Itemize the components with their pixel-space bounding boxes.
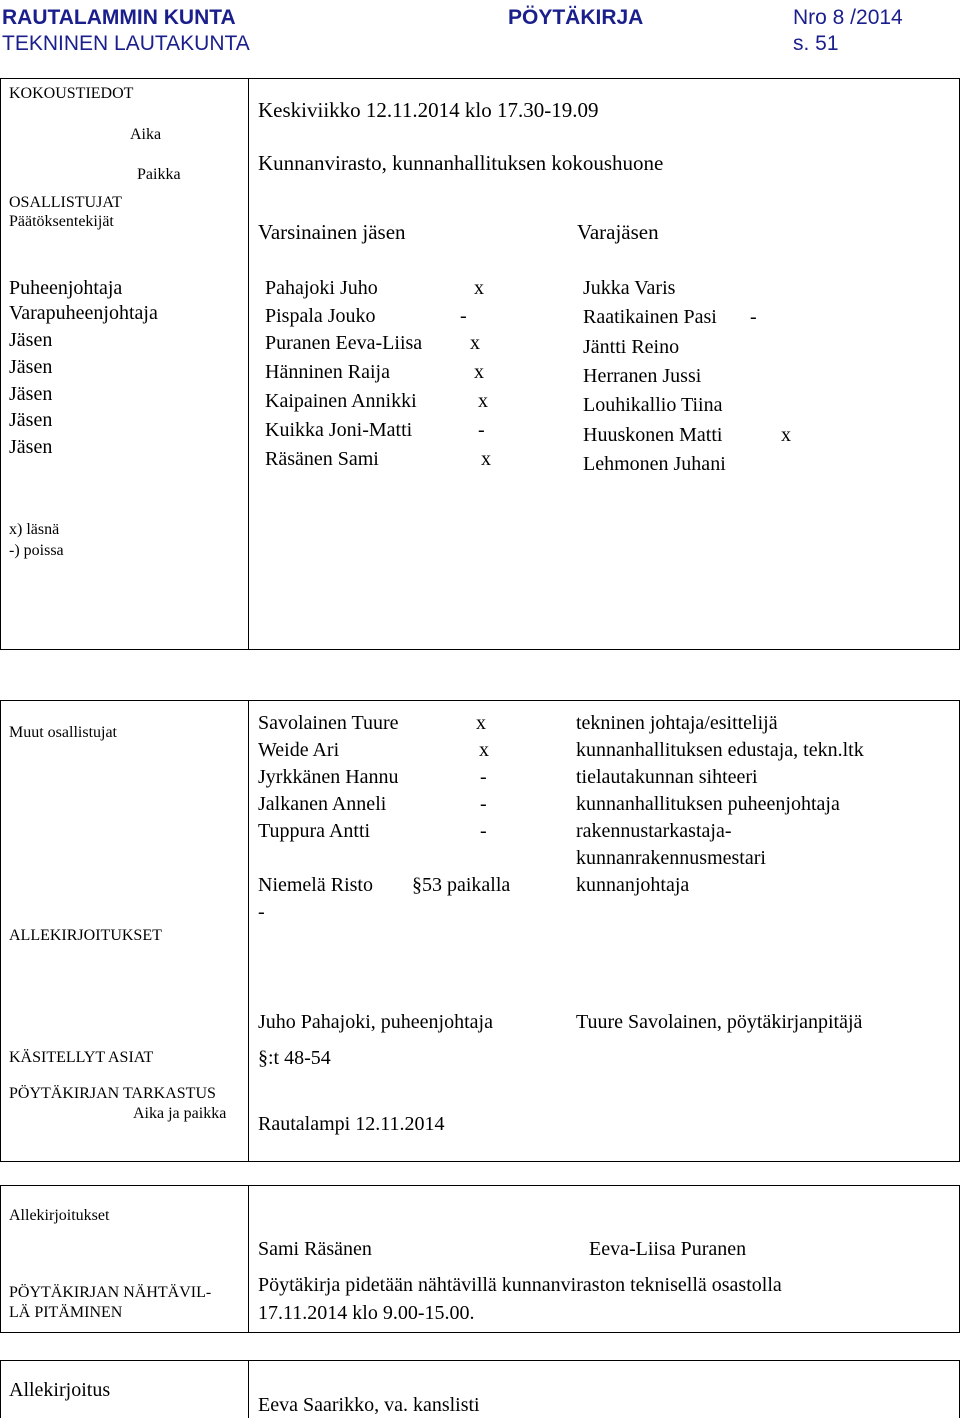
other-participants-label: Muut osallistujat (9, 724, 117, 741)
member-column-header: Varsinainen jäsen (258, 220, 406, 244)
member-name: Räsänen Sami (265, 448, 379, 470)
deputy-attendance-mark: x (781, 424, 791, 446)
chair-signature: Juho Pahajoki, puheenjohtaja (258, 1011, 493, 1033)
extra-participant-note (412, 875, 510, 895)
meeting-section-label: KOKOUSTIEDOT (9, 85, 134, 102)
time-label: Aika (130, 126, 162, 143)
member-name: Kaipainen Annikki (265, 390, 417, 412)
display-label-line-2: LÄ PITÄMINEN (9, 1304, 123, 1321)
attendance-mark: - (480, 820, 487, 842)
page-number: s. 51 (793, 32, 839, 55)
role-label: Jäsen (9, 436, 53, 458)
member-attendance-mark: x (478, 390, 488, 412)
attendance-mark: x (476, 712, 486, 734)
legend-present: x) läsnä (9, 521, 60, 538)
participant-role-continuation: kunnanrakennusmestari (576, 847, 766, 869)
participant-name: Weide Ari (258, 739, 340, 761)
deputy-attendance-mark: - (750, 306, 757, 328)
display-label-line-1: PÖYTÄKIRJAN NÄHTÄVIL- (9, 1284, 212, 1301)
member-attendance-mark: - (460, 305, 467, 327)
display-text-line-1: Pöytäkirja pidetään nähtävillä kunnanviraston teknisellä osastolla (258, 1274, 782, 1296)
participant-name: Jalkanen Anneli (258, 793, 387, 815)
display-text-line-2: 17.11.2014 klo 9.00-15.00. (258, 1302, 475, 1324)
place-label: Paikka (137, 166, 181, 183)
role-label: Puheenjohtaja (9, 277, 123, 299)
participant-role: kunnanhallituksen edustaja, tekn.ltk (576, 739, 864, 761)
inspection-sublabel: Aika ja paikka (133, 1105, 227, 1122)
member-name: Hänninen Raija (265, 361, 390, 383)
meeting-place: Kunnanvirasto, kunnanhallituksen kokoushuone (258, 151, 664, 175)
inspector-2-name: Eeva-Liisa Puranen (589, 1238, 747, 1260)
participant-role: tekninen johtaja/esittelijä (576, 712, 778, 734)
decision-makers-label: Päätöksentekijät (9, 213, 114, 230)
extra-participant-role: kunnanjohtaja (576, 874, 690, 896)
participants-section-label: OSALLISTUJAT (9, 194, 122, 211)
role-label: Jäsen (9, 356, 53, 378)
column-divider (248, 1360, 249, 1418)
items-value-text: :t 48-54 (268, 1047, 331, 1069)
attendance-mark: x (479, 739, 489, 761)
extra-participant-note-text: 53 paikalla (422, 874, 511, 896)
attendance-mark: - (480, 766, 487, 788)
member-attendance-mark: x (470, 332, 480, 354)
participant-role: rakennustarkastaja- (576, 820, 732, 842)
column-divider (248, 1185, 249, 1333)
member-name: Puranen Eeva-Liisa (265, 332, 423, 354)
inspection-signatures-label: Allekirjoitukset (9, 1207, 110, 1224)
member-attendance-mark: x (481, 448, 491, 470)
member-name: Pispala Jouko (265, 305, 376, 327)
document-number: Nro 8 /2014 (793, 6, 903, 29)
signatures-label: ALLEKIRJOITUKSET (9, 927, 162, 944)
member-name: Kuikka Joni-Matti (265, 419, 413, 441)
inspection-value: Rautalampi 12.11.2014 (258, 1113, 445, 1135)
role-label: Jäsen (9, 383, 53, 405)
inspection-label: PÖYTÄKIRJAN TARKASTUS (9, 1085, 216, 1102)
section-sign: § (412, 874, 422, 896)
deputy-name: Louhikallio Tiina (583, 394, 723, 416)
items-value (258, 1048, 331, 1068)
participant-role: tielautakunnan sihteeri (576, 766, 758, 788)
items-label: KÄSITELLYT ASIAT (9, 1049, 154, 1066)
inspection-display-box (0, 1185, 960, 1333)
participant-role: kunnanhallituksen puheenjohtaja (576, 793, 840, 815)
deputy-column-header: Varajäsen (577, 220, 659, 244)
column-divider (248, 78, 249, 650)
participant-name: Jyrkkänen Hannu (258, 766, 399, 788)
member-attendance-mark: - (478, 419, 485, 441)
member-name: Pahajoki Juho (265, 277, 378, 299)
attendance-mark: - (480, 793, 487, 815)
member-attendance-mark: x (474, 361, 484, 383)
deputy-name: Huuskonen Matti (583, 424, 723, 446)
deputy-name: Jukka Varis (583, 277, 676, 299)
role-label: Jäsen (9, 329, 53, 351)
section-sign: § (258, 1047, 268, 1069)
extra-participant-name: Niemelä Risto (258, 874, 373, 896)
participant-name: Tuppura Antti (258, 820, 371, 842)
legend-absent: -) poissa (9, 542, 64, 559)
participant-name: Savolainen Tuure (258, 712, 399, 734)
column-divider (248, 700, 249, 1162)
final-signature-label: Allekirjoitus (9, 1379, 111, 1401)
role-label: Varapuheenjohtaja (9, 302, 158, 324)
member-attendance-mark: x (474, 277, 484, 299)
deputy-name: Jäntti Reino (583, 336, 680, 358)
final-signature-box (0, 1360, 960, 1418)
deputy-name: Raatikainen Pasi (583, 306, 717, 328)
document-type: PÖYTÄKIRJA (508, 6, 644, 29)
deputy-name: Lehmonen Juhani (583, 453, 726, 475)
board-name: TEKNINEN LAUTAKUNTA (2, 32, 250, 55)
secretary-signature: Tuure Savolainen, pöytäkirjanpitäjä (576, 1011, 863, 1033)
meeting-time: Keskiviikko 12.11.2014 klo 17.30-19.09 (258, 98, 599, 122)
inspector-1-name: Sami Räsänen (258, 1238, 372, 1260)
final-signature-name: Eeva Saarikko, va. kanslisti (258, 1394, 480, 1416)
extra-participant-mark: - (258, 901, 265, 923)
role-label: Jäsen (9, 409, 53, 431)
municipality-name: RAUTALAMMIN KUNTA (2, 6, 236, 29)
deputy-name: Herranen Jussi (583, 365, 702, 387)
